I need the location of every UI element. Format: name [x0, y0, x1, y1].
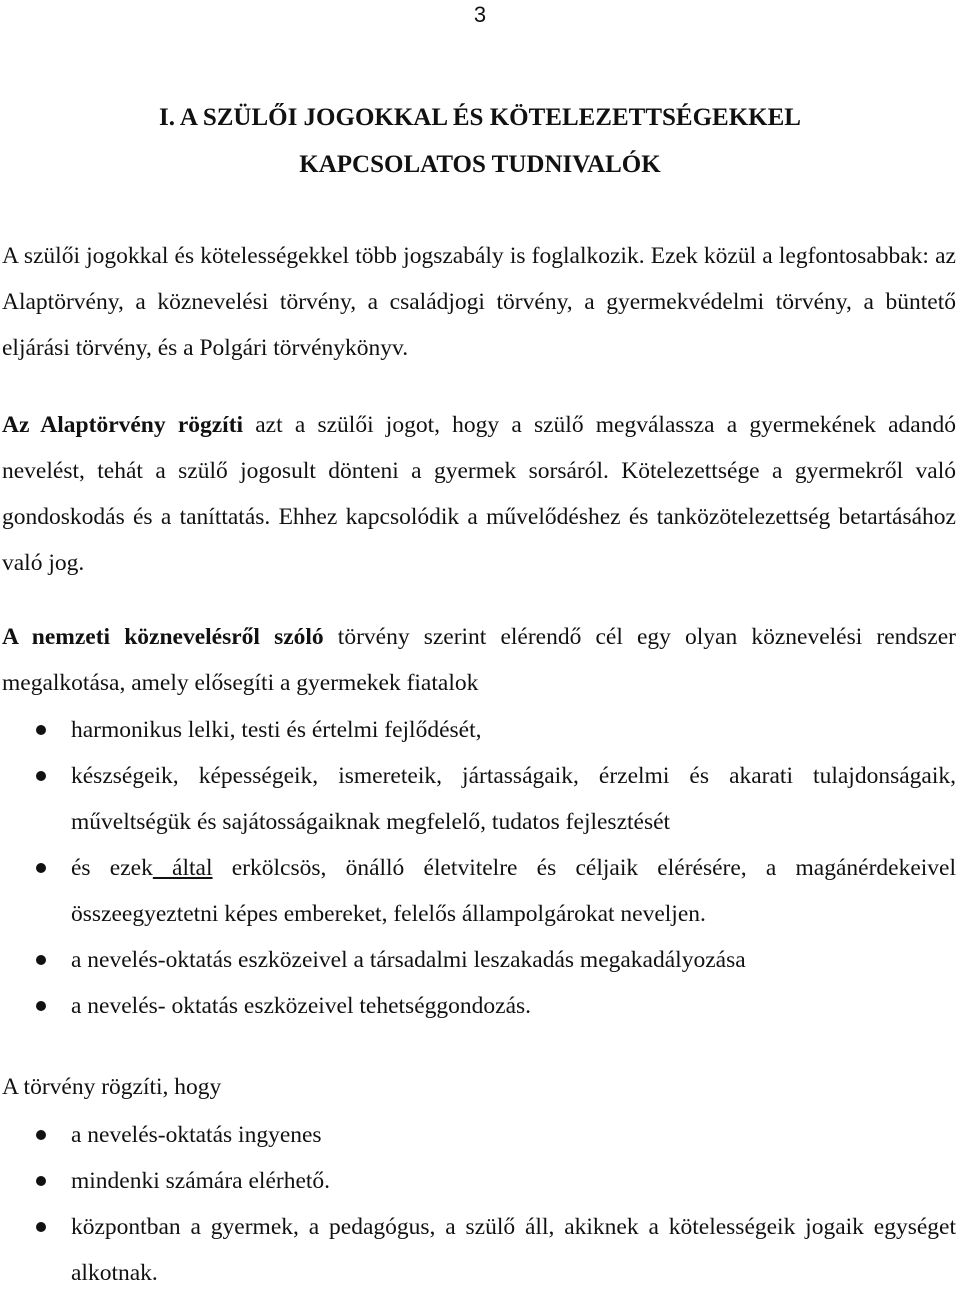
- page-number: 3: [473, 2, 487, 27]
- list-item: a nevelés-oktatás eszközeivel a társadalmi leszakadás megakadályozása: [0, 937, 956, 983]
- bullet-icon: [36, 771, 46, 781]
- chapter-title-line-2: KAPCSOLATOS TUDNIVALÓK: [299, 151, 661, 178]
- bullet-icon: [36, 1130, 46, 1140]
- bullet-icon: [36, 725, 46, 735]
- list-item: a nevelés- oktatás eszközeivel tehetséggondozás.: [0, 983, 956, 1029]
- bullet-icon: [36, 1001, 46, 1011]
- bullet-icon: [36, 863, 46, 873]
- alaptorveny-paragraph: [2, 402, 956, 586]
- list-item: központban a gyermek, a pedagógus, a szülő áll, akiknek a kötelességeik jogaik egységet alkotnak.: [0, 1204, 956, 1296]
- chapter-title-line-1: I. A SZÜLŐI JOGOKKAL ÉS KÖTELEZETTSÉGEKKEL: [159, 104, 801, 131]
- list-item: és ezek által erkölcsös, önálló életvitelre és céljaik elérésére, a magánérdekeivel összeegyeztetni képes embereket, felelős állampolgárokat neveljen.: [0, 845, 956, 937]
- alaptorveny-text: azt a szülői jogot, hogy a szülő megválassza a gyermekének adandó nevelést, tehát a szülő jogosult dönteni a gyermek sorsáról. Kötelezettsége a gyermekről való gondoskodás és a taníttatás. Ehhez kapcsolódik a művelődéshez és tanközötelezettség betartásához való jog.: [2, 412, 956, 576]
- list-item: harmonikus lelki, testi és értelmi fejlődését,: [0, 707, 956, 753]
- law-states-paragraph: A törvény rögzíti, hogy: [2, 1074, 222, 1100]
- nemzeti-koznevelesi-paragraph: [2, 614, 956, 706]
- goals-bullet-list: [0, 707, 956, 1029]
- list-item: készségeik, képességeik, ismereteik, jártasságaik, érzelmi és akarati tulajdonságaik, műveltségük és sajátosságaiknak megfelelő, tudatos fejlesztését: [0, 753, 956, 845]
- nemzeti-lead: A nemzeti köznevelésről szóló: [2, 624, 324, 650]
- alaptorveny-lead: Az Alaptörvény rögzíti: [2, 412, 244, 438]
- bullet-icon: [36, 1176, 46, 1186]
- underlined-word: által: [152, 855, 213, 881]
- bullet-icon: [36, 955, 46, 965]
- nemzeti-text: törvény szerint elérendő cél egy olyan köznevelési rendszer megalkotása, amely elősegíti a gyermekek fiatalok: [2, 624, 956, 696]
- bullet-icon: [36, 1222, 46, 1232]
- intro-paragraph: A szülői jogokkal és kötelességekkel több jogszabály is foglalkozik. Ezek közül a legfontosabbak: az Alaptörvény, a köznevelési törvény, a családjogi törvény, a gyermekvédelmi törvény, a büntető eljárási törvény, és a Polgári törvénykönyv.: [2, 243, 956, 361]
- list-item: a nevelés-oktatás ingyenes: [0, 1112, 956, 1158]
- law-bullet-list: [0, 1112, 956, 1296]
- list-item: mindenki számára elérhető.: [0, 1158, 956, 1204]
